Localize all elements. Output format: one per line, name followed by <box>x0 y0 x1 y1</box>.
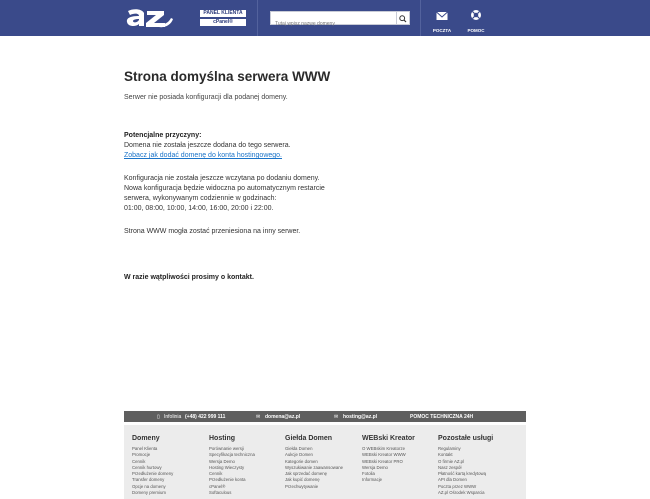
footer-link[interactable]: Poczta przez WWW <box>438 483 477 489</box>
header-divider <box>420 0 421 36</box>
restart-hours: 01:00, 08:00, 10:00, 14:00, 16:00, 20:00 i 22:00. <box>124 205 274 212</box>
envelope-icon: ✉ <box>334 414 339 420</box>
footer-column-title: WEBski Kreator <box>362 435 415 442</box>
cause-moved: Strona WWW mogła zostać przeniesiona na inny serwer. <box>124 228 301 235</box>
footer-link[interactable]: Cennik <box>132 458 146 464</box>
cause2-line: serwera, wykonywanym codziennie w godzinach: <box>124 195 277 202</box>
top-header <box>0 0 650 36</box>
footer-link[interactable]: O firmie AZ.pl <box>438 458 465 464</box>
footer-link[interactable]: Informacje <box>362 477 383 483</box>
phone-number[interactable]: (+48) 422 999 111 <box>185 414 226 420</box>
domains-email-link[interactable]: domena@az.pl <box>265 414 301 420</box>
footer-column-title: Giełda Domen <box>285 435 333 442</box>
footer-link[interactable]: Porównanie wersji <box>209 446 244 451</box>
footer-link[interactable]: Kategorie domen <box>285 458 318 464</box>
footer-link[interactable]: Przechwytywanie <box>285 483 319 489</box>
client-panel-group <box>200 10 246 26</box>
footer-column-title: Pozostałe usługi <box>438 435 494 442</box>
mail-link[interactable] <box>430 8 454 33</box>
footer-link[interactable]: Giełda Domen <box>285 446 313 451</box>
cpanel-button[interactable]: cPanel® <box>200 19 246 26</box>
causes-heading: Potencjalne przyczyny: <box>124 132 202 139</box>
footer-link[interactable]: Promocje <box>132 452 151 458</box>
envelope-icon <box>436 11 448 21</box>
footer-link[interactable]: Softaculous <box>209 490 232 496</box>
footer-link[interactable]: API dla Domen <box>438 477 467 483</box>
az-logo-icon <box>124 6 174 30</box>
footer-link[interactable]: O WEBskim Kreatorze <box>362 446 405 451</box>
envelope-icon: ✉ <box>256 414 261 420</box>
cause-not-added: Domena nie została jeszcze dodana do tego serwera. <box>124 142 291 149</box>
footer-contact-bar <box>124 411 526 422</box>
search-icon <box>397 13 409 25</box>
help-label: POMOC <box>467 28 485 33</box>
footer-link[interactable]: WEBski Kreator PRO <box>362 458 403 464</box>
footer-link[interactable]: Domeny premium <box>132 490 166 496</box>
footer-link[interactable]: Przedłużenie domeny <box>132 471 174 477</box>
footer-links <box>124 425 526 499</box>
footer-column-title: Domeny <box>132 435 160 442</box>
footer-link[interactable]: Przedłużenie konta <box>209 477 246 483</box>
footer-link[interactable]: Specyfikacja techniczna <box>209 452 255 458</box>
footer-column-hosting <box>209 435 255 496</box>
footer-link[interactable]: Hosting Wieczysty <box>209 464 245 470</box>
footer-link[interactable]: Regulaminy <box>438 446 461 451</box>
footer-link[interactable]: Wyszukiwanie zaawansowane <box>285 464 343 470</box>
footer-link[interactable]: Wersja Demo <box>362 464 388 470</box>
support-label: POMOC TECHNICZNA 24H <box>410 414 474 420</box>
how-to-add-domain-link[interactable]: Zobacz jak dodać domenę do konta hostingowego. <box>124 152 282 159</box>
az-logo[interactable] <box>124 6 174 30</box>
header-divider <box>257 0 258 36</box>
hosting-email-link[interactable]: hosting@az.pl <box>343 414 378 420</box>
footer-link[interactable]: WEBski Kreator WWW <box>362 452 406 458</box>
page-title: Strona domyślna serwera WWW <box>124 69 331 84</box>
infolinia-label: Infolinia <box>164 414 182 420</box>
help-link[interactable] <box>464 8 488 33</box>
footer-link[interactable]: AZ.pl Ośrodek Wsparcia <box>438 490 485 496</box>
panel-klienta-button[interactable]: PANEL KLIENTA <box>200 10 246 17</box>
causes-section <box>124 131 291 161</box>
footer-column-pozostale <box>438 435 493 496</box>
footer-link[interactable]: Nasz zespół <box>438 464 462 470</box>
lifebuoy-icon <box>470 9 482 21</box>
cause2-line: Konfiguracja nie została jeszcze wczytana po dodaniu domeny. <box>124 175 320 182</box>
footer-link[interactable]: Transfer domeny <box>132 477 165 483</box>
search-button[interactable] <box>396 12 409 24</box>
phone-icon: ▯ <box>157 414 160 420</box>
footer-link[interactable]: Opcje na domeny <box>132 483 166 489</box>
cause-not-loaded <box>124 174 325 214</box>
footer-link[interactable]: Fotolia <box>362 471 375 477</box>
contact-note: W razie wątpliwości prosimy o kontakt. <box>124 274 254 281</box>
footer-link[interactable]: Jak kupić domenę <box>285 477 320 483</box>
mail-label: POCZTA <box>432 28 452 33</box>
footer-link[interactable]: Cennik <box>209 471 223 477</box>
footer-link[interactable]: Kontakt <box>438 452 453 458</box>
domain-search-input[interactable] <box>271 18 395 30</box>
footer-column-gielda <box>285 435 343 490</box>
footer-column-webski <box>362 435 415 484</box>
footer-link[interactable]: Jak sprzedać domenę <box>285 471 328 477</box>
footer-link[interactable]: Cennik hurtowy <box>132 464 162 470</box>
footer-link[interactable]: Panel Klienta <box>132 446 158 451</box>
domain-search <box>270 11 410 25</box>
footer-link[interactable]: Płatność kartą kredytową <box>438 471 487 477</box>
footer-link[interactable]: cPanel® <box>209 483 226 489</box>
cause2-line: Nowa konfiguracja będzie widoczna po automatycznym restarcie <box>124 185 325 192</box>
page-subtitle: Serwer nie posiada konfiguracji dla podanej domeny. <box>124 94 288 101</box>
footer-column-domeny <box>132 435 173 496</box>
footer-column-title: Hosting <box>209 435 236 442</box>
footer-link[interactable]: Aukcje Domen <box>285 452 313 458</box>
footer-link[interactable]: Wersja Demo <box>209 458 235 464</box>
